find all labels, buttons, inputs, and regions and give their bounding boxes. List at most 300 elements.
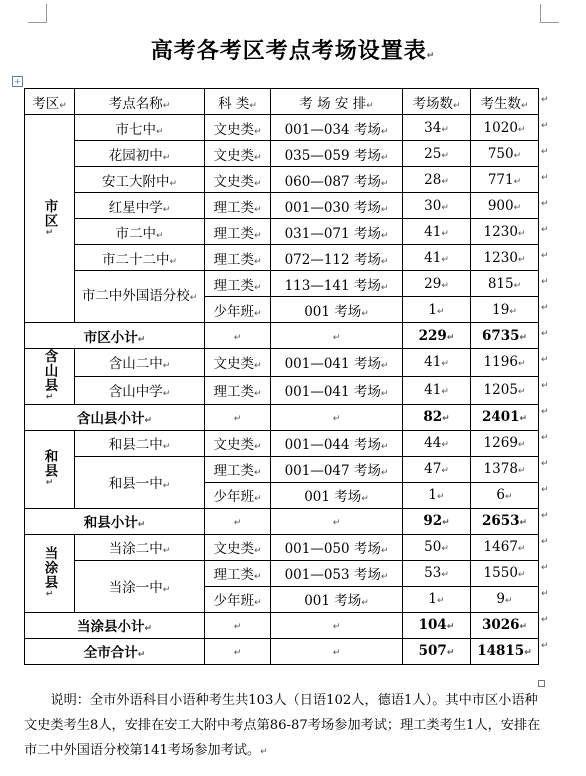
room-range-cell-text: 035—059 考场 — [284, 147, 381, 164]
total-label-cell-text: 全市合计 — [83, 645, 138, 661]
category-cell — [205, 376, 271, 404]
table-row — [25, 245, 539, 271]
cell-end-mark: ↵ — [253, 494, 262, 504]
category-cell — [205, 349, 271, 377]
cell-end-mark: ↵ — [524, 648, 532, 658]
row-end-mark: ↵ — [541, 251, 549, 261]
room-count-cell-text: 41 — [424, 382, 442, 399]
empty-cell — [271, 508, 403, 534]
cell-end-mark: ↵ — [253, 204, 262, 215]
student-count-cell — [471, 297, 539, 323]
cell-end-mark: ↵ — [442, 414, 450, 424]
header-cell-text: 考 场 安 排 — [299, 95, 367, 112]
room-count-cell — [403, 456, 471, 482]
cell-end-mark: ↵ — [253, 230, 262, 241]
cell-end-mark: ↵ — [137, 520, 146, 530]
cell-end-mark: ↵ — [44, 392, 55, 404]
row-end-mark: ↵ — [541, 537, 549, 547]
empty-cell — [271, 323, 403, 349]
cell-end-mark: ↵ — [513, 176, 522, 187]
cell-end-mark: ↵ — [253, 126, 262, 137]
exam-site-table — [24, 88, 539, 665]
student-count-cell-text: 771 — [487, 171, 514, 188]
room-count-cell-text: 1 — [428, 591, 438, 607]
table-resize-handle[interactable] — [538, 680, 545, 687]
room-range-cell — [271, 141, 403, 167]
table-row — [25, 115, 539, 141]
student-count-cell — [471, 482, 539, 508]
subtotal-rooms-cell-text: 104 — [418, 617, 447, 633]
row-end-mark: ↵ — [541, 485, 549, 495]
cell-end-mark: ↵ — [366, 100, 374, 111]
cell-end-mark: ↵ — [442, 518, 450, 528]
room-count-cell-text: 44 — [424, 435, 442, 451]
cell-end-mark: ↵ — [517, 359, 526, 370]
cell-end-mark: ↵ — [253, 361, 262, 372]
table-move-handle-icon[interactable]: + — [12, 76, 23, 87]
footnote-paragraph: 说明：全市外语科目小语种考生共103人（日语102人，德语1人）。其中市区小语种文史类考生8人，安排在安工大附中考点第86-87考场参加考试；理工类考生1人，安排在市二中外国语分校第141考场参加考试。↵ — [24, 693, 541, 758]
category-cell — [205, 219, 271, 245]
cell-end-mark: ↵ — [162, 481, 171, 491]
cell-end-mark: ↵ — [137, 334, 146, 345]
cell-end-mark: ↵ — [233, 518, 242, 528]
room-count-cell-text: 50 — [424, 539, 442, 555]
total-label-cell — [25, 638, 205, 664]
table-row — [25, 430, 539, 456]
site-name-cell — [75, 193, 205, 219]
site-name-cell-text: 含山二中 — [108, 356, 163, 373]
site-name-cell-text: 红星中学 — [108, 199, 163, 216]
subtotal-rooms-cell — [403, 612, 471, 638]
cell-end-mark: ↵ — [380, 126, 389, 137]
cell-end-mark: ↵ — [169, 256, 178, 267]
cell-end-mark: ↵ — [437, 306, 445, 317]
cell-end-mark: ↵ — [517, 387, 526, 398]
cell-end-mark: ↵ — [519, 414, 528, 424]
cell-end-mark: ↵ — [44, 478, 55, 489]
subtotal-students-cell-text: 2653 — [481, 513, 520, 529]
room-count-cell-text: 41 — [424, 354, 442, 371]
cell-end-mark: ↵ — [162, 100, 171, 111]
subtotal-label-cell — [25, 323, 205, 349]
category-cell — [205, 534, 271, 560]
crop-mark-top-right — [540, 4, 559, 23]
cell-end-mark: ↵ — [517, 466, 526, 476]
cell-end-mark: ↵ — [441, 544, 449, 554]
header-cell-text: 考点名称 — [108, 95, 163, 112]
subtotal-rooms-cell-text: 229 — [418, 327, 447, 344]
category-cell-text: 文史类 — [213, 121, 254, 138]
room-count-cell-text: 25 — [424, 145, 442, 162]
cell-end-mark: ↵ — [437, 596, 445, 606]
student-count-cell-text: 6 — [496, 487, 506, 503]
region-cell-text: 当涂县 — [41, 545, 58, 590]
cell-end-mark: ↵ — [441, 228, 449, 239]
cell-end-mark: ↵ — [162, 585, 171, 595]
cell-end-mark: ↵ — [233, 622, 242, 632]
row-end-mark: ↵ — [541, 381, 549, 391]
subtotal-rooms-cell — [403, 323, 471, 349]
cell-end-mark: ↵ — [253, 308, 262, 319]
category-cell — [205, 586, 271, 612]
cell-end-mark: ↵ — [380, 178, 389, 189]
room-count-cell — [403, 167, 471, 193]
cell-end-mark: ↵ — [253, 389, 262, 400]
table-row — [25, 560, 539, 586]
table-row — [25, 271, 539, 297]
cell-end-mark: ↵ — [441, 176, 449, 187]
row-end-mark: ↵ — [541, 433, 549, 443]
row-end-mark: ↵ — [541, 95, 549, 105]
site-name-cell-text: 市二中外国语分校 — [81, 287, 190, 304]
category-cell — [205, 430, 271, 456]
student-count-cell — [471, 141, 539, 167]
subtotal-students-cell — [471, 323, 539, 349]
student-count-cell — [471, 349, 539, 377]
cell-end-mark: ↵ — [380, 361, 389, 372]
category-cell-text: 文史类 — [213, 437, 254, 453]
header-cell — [271, 89, 403, 115]
cell-end-mark: ↵ — [361, 308, 369, 319]
empty-cell — [271, 404, 403, 430]
table-row — [25, 534, 539, 560]
room-count-cell-text: 41 — [424, 249, 442, 266]
cell-end-mark: ↵ — [513, 202, 522, 213]
room-count-cell — [403, 534, 471, 560]
cell-end-mark: ↵ — [380, 468, 389, 478]
cell-end-mark: ↵ — [189, 292, 198, 303]
category-cell — [205, 141, 271, 167]
site-name-cell — [75, 430, 205, 456]
cell-end-mark: ↵ — [162, 546, 171, 556]
site-name-cell-text: 安工大附中 — [101, 173, 170, 190]
room-range-cell-text: 001—041 考场 — [284, 356, 381, 373]
cell-end-mark: ↵ — [380, 256, 389, 267]
category-cell-text: 文史类 — [213, 541, 254, 557]
subtotal-label-cell — [25, 508, 205, 534]
room-range-cell-text: 001—047 考场 — [284, 463, 381, 479]
cell-end-mark: ↵ — [253, 468, 262, 478]
subtotal-label-cell-text: 含山县小计 — [76, 411, 145, 427]
table-row — [25, 456, 539, 482]
cell-end-mark: ↵ — [253, 598, 262, 608]
empty-cell — [205, 323, 271, 349]
table-row — [25, 323, 539, 349]
row-end-mark: ↵ — [541, 173, 549, 183]
page-title: 高考各考区考点考场设置表↵ — [150, 38, 436, 64]
category-cell-text: 理工类 — [213, 384, 254, 401]
cell-end-mark: ↵ — [253, 152, 262, 163]
student-count-cell-text: 9 — [496, 591, 506, 607]
room-count-cell-text: 53 — [424, 565, 442, 581]
site-name-cell — [75, 271, 205, 323]
room-count-cell-text: 34 — [424, 119, 442, 136]
site-name-cell-text: 花园初中 — [108, 147, 163, 164]
cell-end-mark: ↵ — [361, 598, 369, 608]
empty-cell — [205, 508, 271, 534]
room-count-cell-text: 28 — [424, 171, 442, 188]
category-cell — [205, 297, 271, 323]
cell-end-mark: ↵ — [253, 256, 262, 267]
room-count-cell-text: 47 — [424, 461, 442, 477]
student-count-cell-text: 900 — [487, 197, 514, 214]
room-range-cell — [271, 219, 403, 245]
crop-mark-top-left — [28, 4, 47, 23]
table-row — [25, 89, 539, 115]
header-cell — [205, 89, 271, 115]
category-cell — [205, 456, 271, 482]
row-end-mark: ↵ — [541, 511, 549, 521]
room-count-cell — [403, 586, 471, 612]
room-count-cell — [403, 430, 471, 456]
cell-end-mark: ↵ — [517, 254, 526, 265]
row-end-mark: ↵ — [541, 199, 549, 209]
room-range-cell-text: 060—087 考场 — [284, 173, 381, 190]
subtotal-students-cell-text: 6735 — [481, 327, 520, 344]
room-range-cell-text: 001—030 考场 — [284, 199, 381, 216]
cell-end-mark: ↵ — [332, 648, 341, 658]
student-count-cell-text: 1020 — [483, 119, 518, 136]
subtotal-label-cell — [25, 404, 205, 430]
table-row — [25, 404, 539, 430]
empty-cell — [271, 638, 403, 664]
cell-end-mark: ↵ — [59, 100, 67, 111]
cell-end-mark: ↵ — [169, 178, 178, 189]
row-end-mark: ↵ — [541, 225, 549, 235]
table-row — [25, 141, 539, 167]
student-count-cell-text: 1196 — [483, 354, 518, 371]
student-count-cell-text: 1205 — [483, 382, 518, 399]
student-count-cell-text: 19 — [492, 301, 510, 318]
room-count-cell — [403, 482, 471, 508]
room-range-cell — [271, 586, 403, 612]
cell-end-mark: ↵ — [332, 414, 341, 424]
site-name-cell-text: 和县一中 — [108, 476, 163, 492]
row-end-mark: ↵ — [541, 121, 549, 131]
room-count-cell — [403, 245, 471, 271]
room-range-cell-text: 001 考场 — [304, 303, 362, 320]
category-cell — [205, 245, 271, 271]
student-count-cell — [471, 534, 539, 560]
student-count-cell-text: 1467 — [483, 539, 518, 555]
subtotal-students-cell — [471, 404, 539, 430]
region-cell — [25, 534, 75, 612]
row-end-mark: ↵ — [541, 563, 549, 573]
room-count-cell — [403, 297, 471, 323]
site-name-cell — [75, 245, 205, 271]
category-cell — [205, 193, 271, 219]
student-count-cell — [471, 167, 539, 193]
room-range-cell — [271, 534, 403, 560]
student-count-cell — [471, 586, 539, 612]
subtotal-rooms-cell-text: 92 — [423, 513, 443, 529]
subtotal-rooms-cell — [403, 508, 471, 534]
cell-end-mark: ↵ — [253, 442, 262, 452]
cell-end-mark: ↵ — [441, 280, 449, 291]
room-range-cell-text: 001 考场 — [304, 593, 362, 609]
cell-end-mark: ↵ — [441, 359, 449, 370]
room-range-cell — [271, 115, 403, 141]
room-range-cell — [271, 482, 403, 508]
student-count-cell-text: 1230 — [483, 249, 518, 266]
room-range-cell-text: 001—044 考场 — [284, 437, 381, 453]
table-row — [25, 167, 539, 193]
cell-end-mark: ↵ — [44, 227, 55, 239]
site-name-cell — [75, 167, 205, 193]
cell-end-mark: ↵ — [137, 650, 146, 660]
cell-end-mark: ↵ — [519, 622, 528, 632]
student-count-cell — [471, 193, 539, 219]
cell-end-mark: ↵ — [332, 518, 341, 528]
room-count-cell — [403, 271, 471, 297]
room-range-cell — [271, 376, 403, 404]
site-name-cell — [75, 141, 205, 167]
room-range-cell — [271, 560, 403, 586]
cell-end-mark: ↵ — [441, 150, 449, 161]
site-name-cell-text: 含山中学 — [108, 384, 163, 401]
site-name-cell — [75, 219, 205, 245]
cell-end-mark: ↵ — [144, 416, 153, 426]
cell-end-mark: ↵ — [44, 589, 55, 601]
student-count-cell — [471, 219, 539, 245]
cell-end-mark: ↵ — [162, 442, 171, 452]
cell-end-mark: ↵ — [380, 389, 389, 400]
header-cell — [471, 89, 539, 115]
cell-end-mark: ↵ — [446, 332, 455, 343]
room-count-cell — [403, 349, 471, 377]
cell-end-mark: ↵ — [162, 389, 171, 400]
room-range-cell-text: 001 考场 — [304, 489, 362, 505]
cell-end-mark: ↵ — [517, 124, 526, 135]
empty-cell — [271, 612, 403, 638]
cell-end-mark: ↵ — [162, 204, 171, 215]
row-end-mark: ↵ — [541, 615, 549, 625]
student-count-cell-text: 1378 — [483, 461, 518, 477]
cell-end-mark: ↵ — [380, 442, 389, 452]
total-students-cell — [471, 638, 539, 664]
cell-end-mark: ↵ — [519, 518, 528, 528]
category-cell-text: 文史类 — [213, 173, 254, 190]
category-cell-text: 少年班 — [213, 489, 254, 505]
student-count-cell-text: 1550 — [483, 565, 518, 581]
table-row — [25, 219, 539, 245]
cell-end-mark: ↵ — [380, 152, 389, 163]
header-cell — [25, 89, 75, 115]
category-cell — [205, 271, 271, 297]
student-count-cell-text: 1269 — [483, 435, 518, 451]
cell-end-mark: ↵ — [233, 332, 242, 343]
cell-end-mark: ↵ — [155, 230, 164, 241]
subtotal-label-cell — [25, 612, 205, 638]
site-name-cell — [75, 376, 205, 404]
header-cell-text: 考场数 — [412, 95, 453, 112]
region-cell-text: 和县 — [41, 449, 58, 478]
category-cell — [205, 167, 271, 193]
room-range-cell — [271, 297, 403, 323]
empty-cell — [205, 404, 271, 430]
room-range-cell-text: 001—050 考场 — [284, 541, 381, 557]
category-cell-text: 理工类 — [213, 277, 254, 294]
cell-end-mark: ↵ — [441, 387, 449, 398]
room-range-cell — [271, 430, 403, 456]
room-count-cell-text: 29 — [424, 275, 442, 292]
cell-end-mark: ↵ — [361, 494, 369, 504]
site-name-cell — [75, 560, 205, 612]
cell-end-mark: ↵ — [380, 230, 389, 241]
row-end-mark: ↵ — [541, 147, 549, 157]
cell-end-mark: ↵ — [441, 570, 449, 580]
room-range-cell-text: 031—071 考场 — [284, 225, 381, 242]
site-name-cell — [75, 115, 205, 141]
cell-end-mark: ↵ — [253, 282, 262, 293]
table-row — [25, 349, 539, 377]
category-cell-text: 文史类 — [213, 356, 254, 373]
student-count-cell-text: 1230 — [483, 223, 518, 240]
room-count-cell — [403, 115, 471, 141]
cell-end-mark: ↵ — [249, 100, 257, 111]
cell-end-mark: ↵ — [517, 440, 526, 450]
table-row — [25, 638, 539, 664]
category-cell — [205, 482, 271, 508]
row-end-mark: ↵ — [541, 407, 549, 417]
cell-end-mark: ↵ — [441, 124, 449, 135]
header-cell-text: 考生数 — [480, 95, 521, 112]
subtotal-students-cell-text: 2401 — [481, 409, 520, 425]
category-cell-text: 理工类 — [213, 251, 254, 268]
cell-end-mark: ↵ — [517, 544, 526, 554]
cell-end-mark: ↵ — [513, 280, 522, 291]
room-range-cell — [271, 456, 403, 482]
row-end-mark: ↵ — [541, 303, 549, 313]
cell-end-mark: ↵ — [520, 100, 529, 111]
header-cell-text: 考区 — [32, 95, 60, 112]
region-cell — [25, 349, 75, 405]
subtotal-label-cell-text: 和县小计 — [83, 515, 138, 531]
student-count-cell — [471, 245, 539, 271]
subtotal-students-cell-text: 3026 — [481, 617, 520, 633]
cell-end-mark: ↵ — [509, 306, 517, 317]
cell-end-mark: ↵ — [332, 622, 341, 632]
total-students-cell-text: 14815 — [477, 643, 525, 659]
cell-end-mark: ↵ — [162, 152, 171, 163]
subtotal-rooms-cell-text: 82 — [423, 409, 443, 425]
table-row — [25, 612, 539, 638]
row-end-mark: ↵ — [541, 641, 549, 651]
cell-end-mark: ↵ — [253, 178, 262, 189]
room-range-cell-text: 113—141 考场 — [284, 277, 381, 294]
cell-end-mark: ↵ — [452, 100, 461, 111]
student-count-cell-text: 815 — [487, 275, 514, 292]
category-cell-text: 理工类 — [213, 567, 254, 583]
header-cell-text: 科 类 — [218, 95, 250, 112]
site-name-cell-text: 市七中 — [115, 121, 156, 138]
table-row — [25, 376, 539, 404]
student-count-cell — [471, 271, 539, 297]
room-range-cell — [271, 245, 403, 271]
table-row — [25, 193, 539, 219]
empty-cell — [205, 612, 271, 638]
subtotal-label-cell-text: 市区小计 — [83, 329, 138, 346]
table-row — [25, 508, 539, 534]
cell-end-mark: ↵ — [233, 414, 242, 424]
room-count-cell — [403, 141, 471, 167]
subtotal-students-cell — [471, 612, 539, 638]
cell-end-mark: ↵ — [437, 492, 445, 502]
total-rooms-cell-text: 507 — [418, 643, 447, 659]
room-count-cell-text: 1 — [428, 487, 438, 503]
category-cell-text: 理工类 — [213, 463, 254, 479]
room-range-cell — [271, 167, 403, 193]
